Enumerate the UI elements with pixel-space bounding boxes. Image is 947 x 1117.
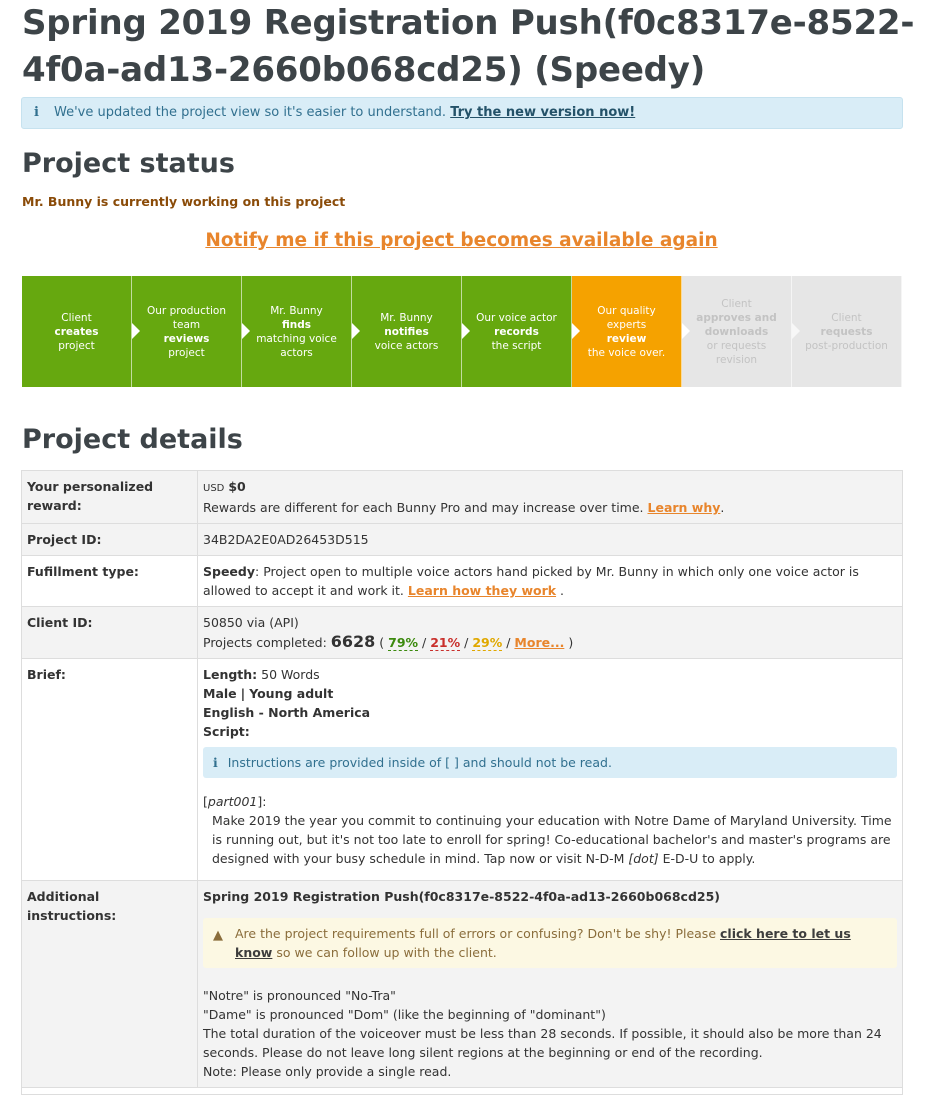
pct-rejected[interactable]: 21% <box>430 635 461 650</box>
additional-instructions-row <box>22 881 903 1088</box>
fulfillment-value: Speedy: Project open to multiple voice actors hand picked by Mr. Bunny in which only one voice actor is allowed to accept it and work it. Learn how they work . <box>198 556 903 607</box>
duration-note: The total duration of the voiceover must be less than 28 seconds. If possible, it should also be more than 24 seconds. Please do not leave long silent regions at the beginning or end of the recording. <box>203 1026 882 1060</box>
pipeline-step <box>242 276 352 387</box>
pct-revision[interactable]: 29% <box>472 635 503 650</box>
report-errors-warning <box>203 918 897 968</box>
pronunciation-note-notre: "Notre" is pronounced "No-Tra" <box>203 988 396 1003</box>
try-new-version-link[interactable]: Try the new version now! <box>450 105 636 120</box>
pronunciation-note-dame: "Dame" is pronounced "Dom" (like the beginning of "dominant") <box>203 1007 606 1022</box>
new-version-notice <box>21 97 903 129</box>
fulfillment-row <box>22 556 903 607</box>
reward-label: Your personalized reward: <box>22 471 198 524</box>
learn-how-they-work-link[interactable]: Learn how they work <box>407 583 557 598</box>
report-errors-link[interactable]: click here to let us know <box>235 926 851 960</box>
length-label: Length: <box>203 667 258 682</box>
client-id-label: Client ID: <box>22 607 198 659</box>
project-details-heading: Project details <box>22 424 243 455</box>
voice-gender: Male <box>203 686 237 701</box>
script-label: Script: <box>203 724 250 739</box>
pipeline-step <box>792 276 902 387</box>
fulfillment-desc: : Project open to multiple voice actors hand picked by Mr. Bunny in which only one voice actor is allowed to accept it and work it. <box>203 564 859 598</box>
learn-why-link[interactable]: Learn why <box>647 500 721 515</box>
pipeline-step-text: Client approves and downloads or requests revision <box>696 297 777 366</box>
pipeline-step-text: Our quality experts review the voice over. <box>587 304 666 359</box>
reward-value: USD $0 Rewards are different for each Bunny Pro and may increase over time. Learn why. <box>198 471 903 524</box>
projects-completed-label: Projects completed: <box>203 635 327 650</box>
brief-row <box>22 659 903 881</box>
notify-available-link[interactable]: Notify me if this project becomes available again <box>205 230 718 251</box>
pipeline-step-text: Client creates project <box>54 311 99 352</box>
voice-age: Young adult <box>249 686 334 701</box>
project-id-value: 34B2DA2E0AD26453D515 <box>198 524 903 556</box>
additional-title: Spring 2019 Registration Push(f0c8317e-8522-4f0a-ad13-2660b068cd25) <box>203 889 720 904</box>
fulfillment-label: Fufillment type: <box>22 556 198 607</box>
voice-language: English - North America <box>203 705 371 720</box>
script-text: Make 2019 the year you commit to continuing your education with Notre Dame of Maryland University. Time is running out, but it's not too late to enroll for spring! Co-educational bachelor's and master's programs are designed with your busy schedule in mind. Tap now or visit N-D-M [dot] E-D-U to apply. <box>212 813 892 866</box>
length-value: 50 Words <box>261 667 320 682</box>
pipeline-step-text: Mr. Bunny notifies voice actors <box>374 311 439 352</box>
additional-instructions-value <box>198 881 903 1088</box>
client-more-link[interactable]: More... <box>514 635 565 650</box>
script-instructions-text: Instructions are provided inside of [ ] and should not be read. <box>227 755 612 770</box>
client-id-text: 50850 via (API) <box>203 615 299 630</box>
additional-instructions-label: Additional instructions: <box>22 881 198 1088</box>
reward-currency: USD <box>203 483 225 494</box>
reward-row <box>22 471 903 524</box>
pipeline-step <box>352 276 462 387</box>
project-details-table <box>21 470 903 1095</box>
pipeline-step <box>682 276 792 387</box>
warning-tail: so we can follow up with the client. <box>276 945 497 960</box>
pipeline-step-text: Our voice actor records the script <box>476 311 557 352</box>
project-id-label: Project ID: <box>22 524 198 556</box>
table-bottom-spacer <box>22 1088 903 1095</box>
script-instructions-note <box>203 747 897 778</box>
pipeline-step <box>572 276 682 387</box>
single-read-note: Note: Please only provide a single read. <box>203 1064 452 1079</box>
projects-completed-count: 6628 <box>330 632 376 651</box>
page-title: Spring 2019 Registration Push(f0c8317e-8522-4f0a-ad13-2660b068cd25) (Speedy) <box>22 3 915 90</box>
client-row <box>22 607 903 659</box>
project-status-heading: Project status <box>22 148 235 179</box>
working-status-text: Mr. Bunny is currently working on this project <box>22 194 346 209</box>
table-bottom-row <box>22 1088 903 1095</box>
fulfillment-type: Speedy <box>203 564 256 579</box>
pipeline-step-text: Our production team reviews project <box>147 304 226 359</box>
pipeline-step <box>462 276 572 387</box>
info-icon: i <box>34 105 39 120</box>
warning-text: Are the project requirements full of errors or confusing? Don't be shy! Please <box>235 926 717 941</box>
pipeline-step-text: Client requests post-production <box>805 311 888 352</box>
pipeline-step <box>22 276 132 387</box>
warning-icon: ▲ <box>213 928 223 943</box>
notice-text: We've updated the project view so it's easier to understand. <box>54 105 447 120</box>
brief-value: Length: 50 Words Male | Young adult English - North America Script: i Instructions are provided inside of [ ] and should not be read. [part001]: Make 2019 the year you commit to continuing your education with Notre Dame of Maryland University. Time is running out, but it's not too late to enroll for spring! Co-educational bachelor's and master's programs are designed with your busy schedule in mind. Tap now or visit N-D-M [dot] E-D-U to apply. <box>198 659 903 881</box>
reward-note: Rewards are different for each Bunny Pro and may increase over time. <box>203 500 644 515</box>
project-pipeline <box>22 276 902 387</box>
pct-approved[interactable]: 79% <box>388 635 419 650</box>
brief-label: Brief: <box>22 659 198 881</box>
reward-amount: $0 <box>228 479 246 494</box>
pipeline-step <box>132 276 242 387</box>
client-id-value: 50850 via (API) Projects completed: 6628 ( 79% / 21% / 29% / More... ) <box>198 607 903 659</box>
pipeline-step-text: Mr. Bunny finds matching voice actors <box>256 304 337 359</box>
info-icon: i <box>213 755 218 770</box>
script-part-tag: [part001]: <box>203 794 267 809</box>
project-id-row <box>22 524 903 556</box>
